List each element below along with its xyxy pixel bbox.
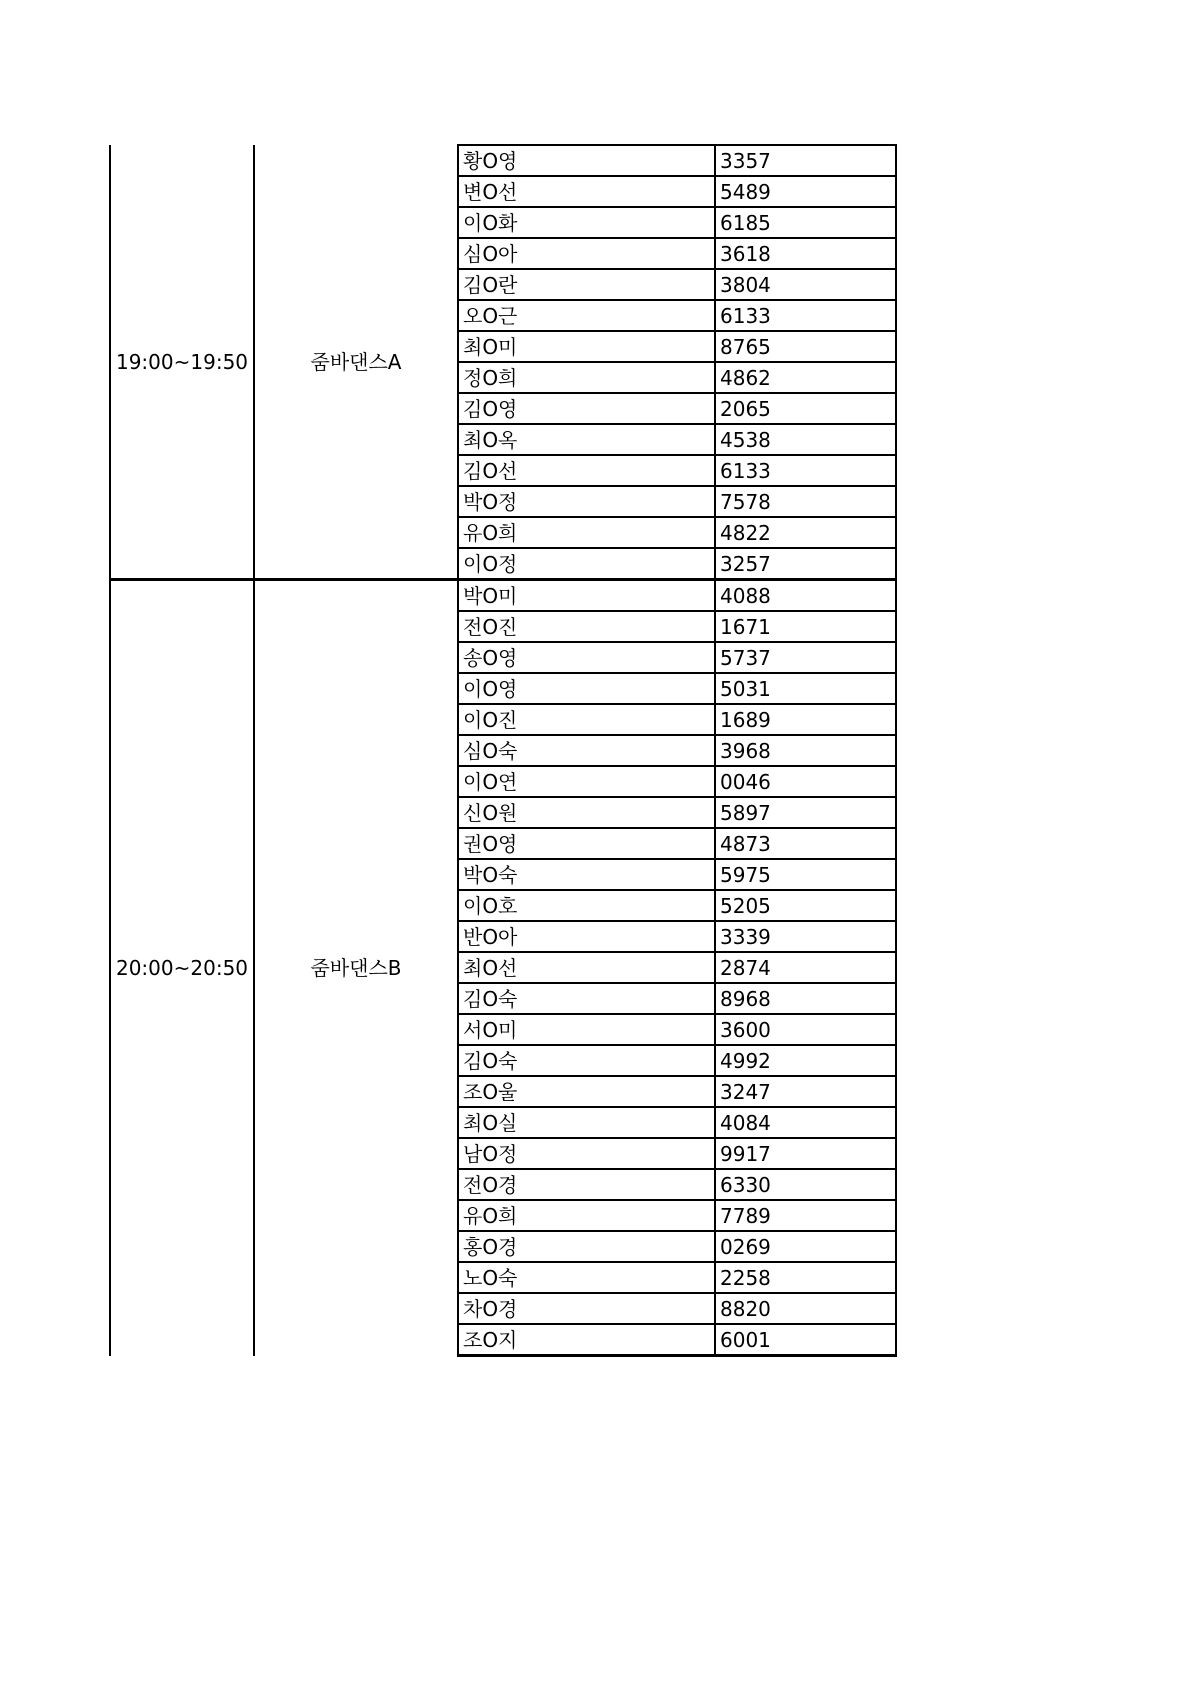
- member-number: 3257: [715, 548, 896, 580]
- class-name: 줌바댄스A: [254, 145, 458, 580]
- session-time: 19:00~19:50: [110, 145, 254, 580]
- member-number: 5205: [715, 890, 896, 921]
- member-name: 유O희: [458, 517, 715, 548]
- member-name: 변O선: [458, 176, 715, 207]
- member-number: 3247: [715, 1076, 896, 1107]
- member-name: 김O영: [458, 393, 715, 424]
- member-number: 4822: [715, 517, 896, 548]
- member-name: 박O미: [458, 580, 715, 612]
- member-name: 정O희: [458, 362, 715, 393]
- member-number: 2258: [715, 1262, 896, 1293]
- member-name: 이O정: [458, 548, 715, 580]
- member-number: 5975: [715, 859, 896, 890]
- member-number: 1671: [715, 611, 896, 642]
- member-name: 김O숙: [458, 1045, 715, 1076]
- session-time: 20:00~20:50: [110, 580, 254, 1356]
- member-name: 심O숙: [458, 735, 715, 766]
- member-number: 4088: [715, 580, 896, 612]
- member-name: 홍O경: [458, 1231, 715, 1262]
- member-number: 6330: [715, 1169, 896, 1200]
- member-number: 4084: [715, 1107, 896, 1138]
- member-number: 6185: [715, 207, 896, 238]
- member-number: 7578: [715, 486, 896, 517]
- member-name: 최O실: [458, 1107, 715, 1138]
- member-number: 2874: [715, 952, 896, 983]
- member-name: 노O숙: [458, 1262, 715, 1293]
- member-name: 오O근: [458, 300, 715, 331]
- member-number: 3357: [715, 145, 896, 176]
- member-number: 3600: [715, 1014, 896, 1045]
- member-name: 이O연: [458, 766, 715, 797]
- member-number: 5897: [715, 797, 896, 828]
- member-name: 전O경: [458, 1169, 715, 1200]
- class-roster-table: [109, 144, 897, 1357]
- member-number: 4873: [715, 828, 896, 859]
- member-number: 3618: [715, 238, 896, 269]
- member-name: 차O경: [458, 1293, 715, 1324]
- member-name: 김O숙: [458, 983, 715, 1014]
- member-name: 이O진: [458, 704, 715, 735]
- member-number: 6133: [715, 455, 896, 486]
- member-number: 5489: [715, 176, 896, 207]
- member-name: 조O지: [458, 1324, 715, 1356]
- member-number: 7789: [715, 1200, 896, 1231]
- member-name: 이O호: [458, 890, 715, 921]
- member-number: 4538: [715, 424, 896, 455]
- member-number: 3968: [715, 735, 896, 766]
- member-number: 5737: [715, 642, 896, 673]
- member-name: 이O영: [458, 673, 715, 704]
- member-name: 최O선: [458, 952, 715, 983]
- member-number: 2065: [715, 393, 896, 424]
- member-name: 황O영: [458, 145, 715, 176]
- member-number: 0269: [715, 1231, 896, 1262]
- member-name: 김O란: [458, 269, 715, 300]
- member-name: 조O울: [458, 1076, 715, 1107]
- member-number: 9917: [715, 1138, 896, 1169]
- member-name: 전O진: [458, 611, 715, 642]
- member-name: 최O옥: [458, 424, 715, 455]
- member-number: 8820: [715, 1293, 896, 1324]
- roster-body: [110, 145, 896, 1356]
- table-row: [110, 145, 896, 176]
- member-number: 4862: [715, 362, 896, 393]
- member-name: 박O숙: [458, 859, 715, 890]
- member-name: 이O화: [458, 207, 715, 238]
- member-number: 5031: [715, 673, 896, 704]
- member-name: 최O미: [458, 331, 715, 362]
- member-number: 8765: [715, 331, 896, 362]
- class-name: 줌바댄스B: [254, 580, 458, 1356]
- member-name: 권O영: [458, 828, 715, 859]
- member-name: 심O아: [458, 238, 715, 269]
- member-number: 3804: [715, 269, 896, 300]
- member-name: 신O원: [458, 797, 715, 828]
- member-name: 박O정: [458, 486, 715, 517]
- member-number: 8968: [715, 983, 896, 1014]
- member-name: 남O정: [458, 1138, 715, 1169]
- member-number: 4992: [715, 1045, 896, 1076]
- member-name: 반O아: [458, 921, 715, 952]
- member-number: 3339: [715, 921, 896, 952]
- member-number: 6133: [715, 300, 896, 331]
- member-name: 송O영: [458, 642, 715, 673]
- member-name: 서O미: [458, 1014, 715, 1045]
- member-number: 0046: [715, 766, 896, 797]
- member-name: 유O희: [458, 1200, 715, 1231]
- member-name: 김O선: [458, 455, 715, 486]
- member-number: 1689: [715, 704, 896, 735]
- member-number: 6001: [715, 1324, 896, 1356]
- table-row: [110, 580, 896, 612]
